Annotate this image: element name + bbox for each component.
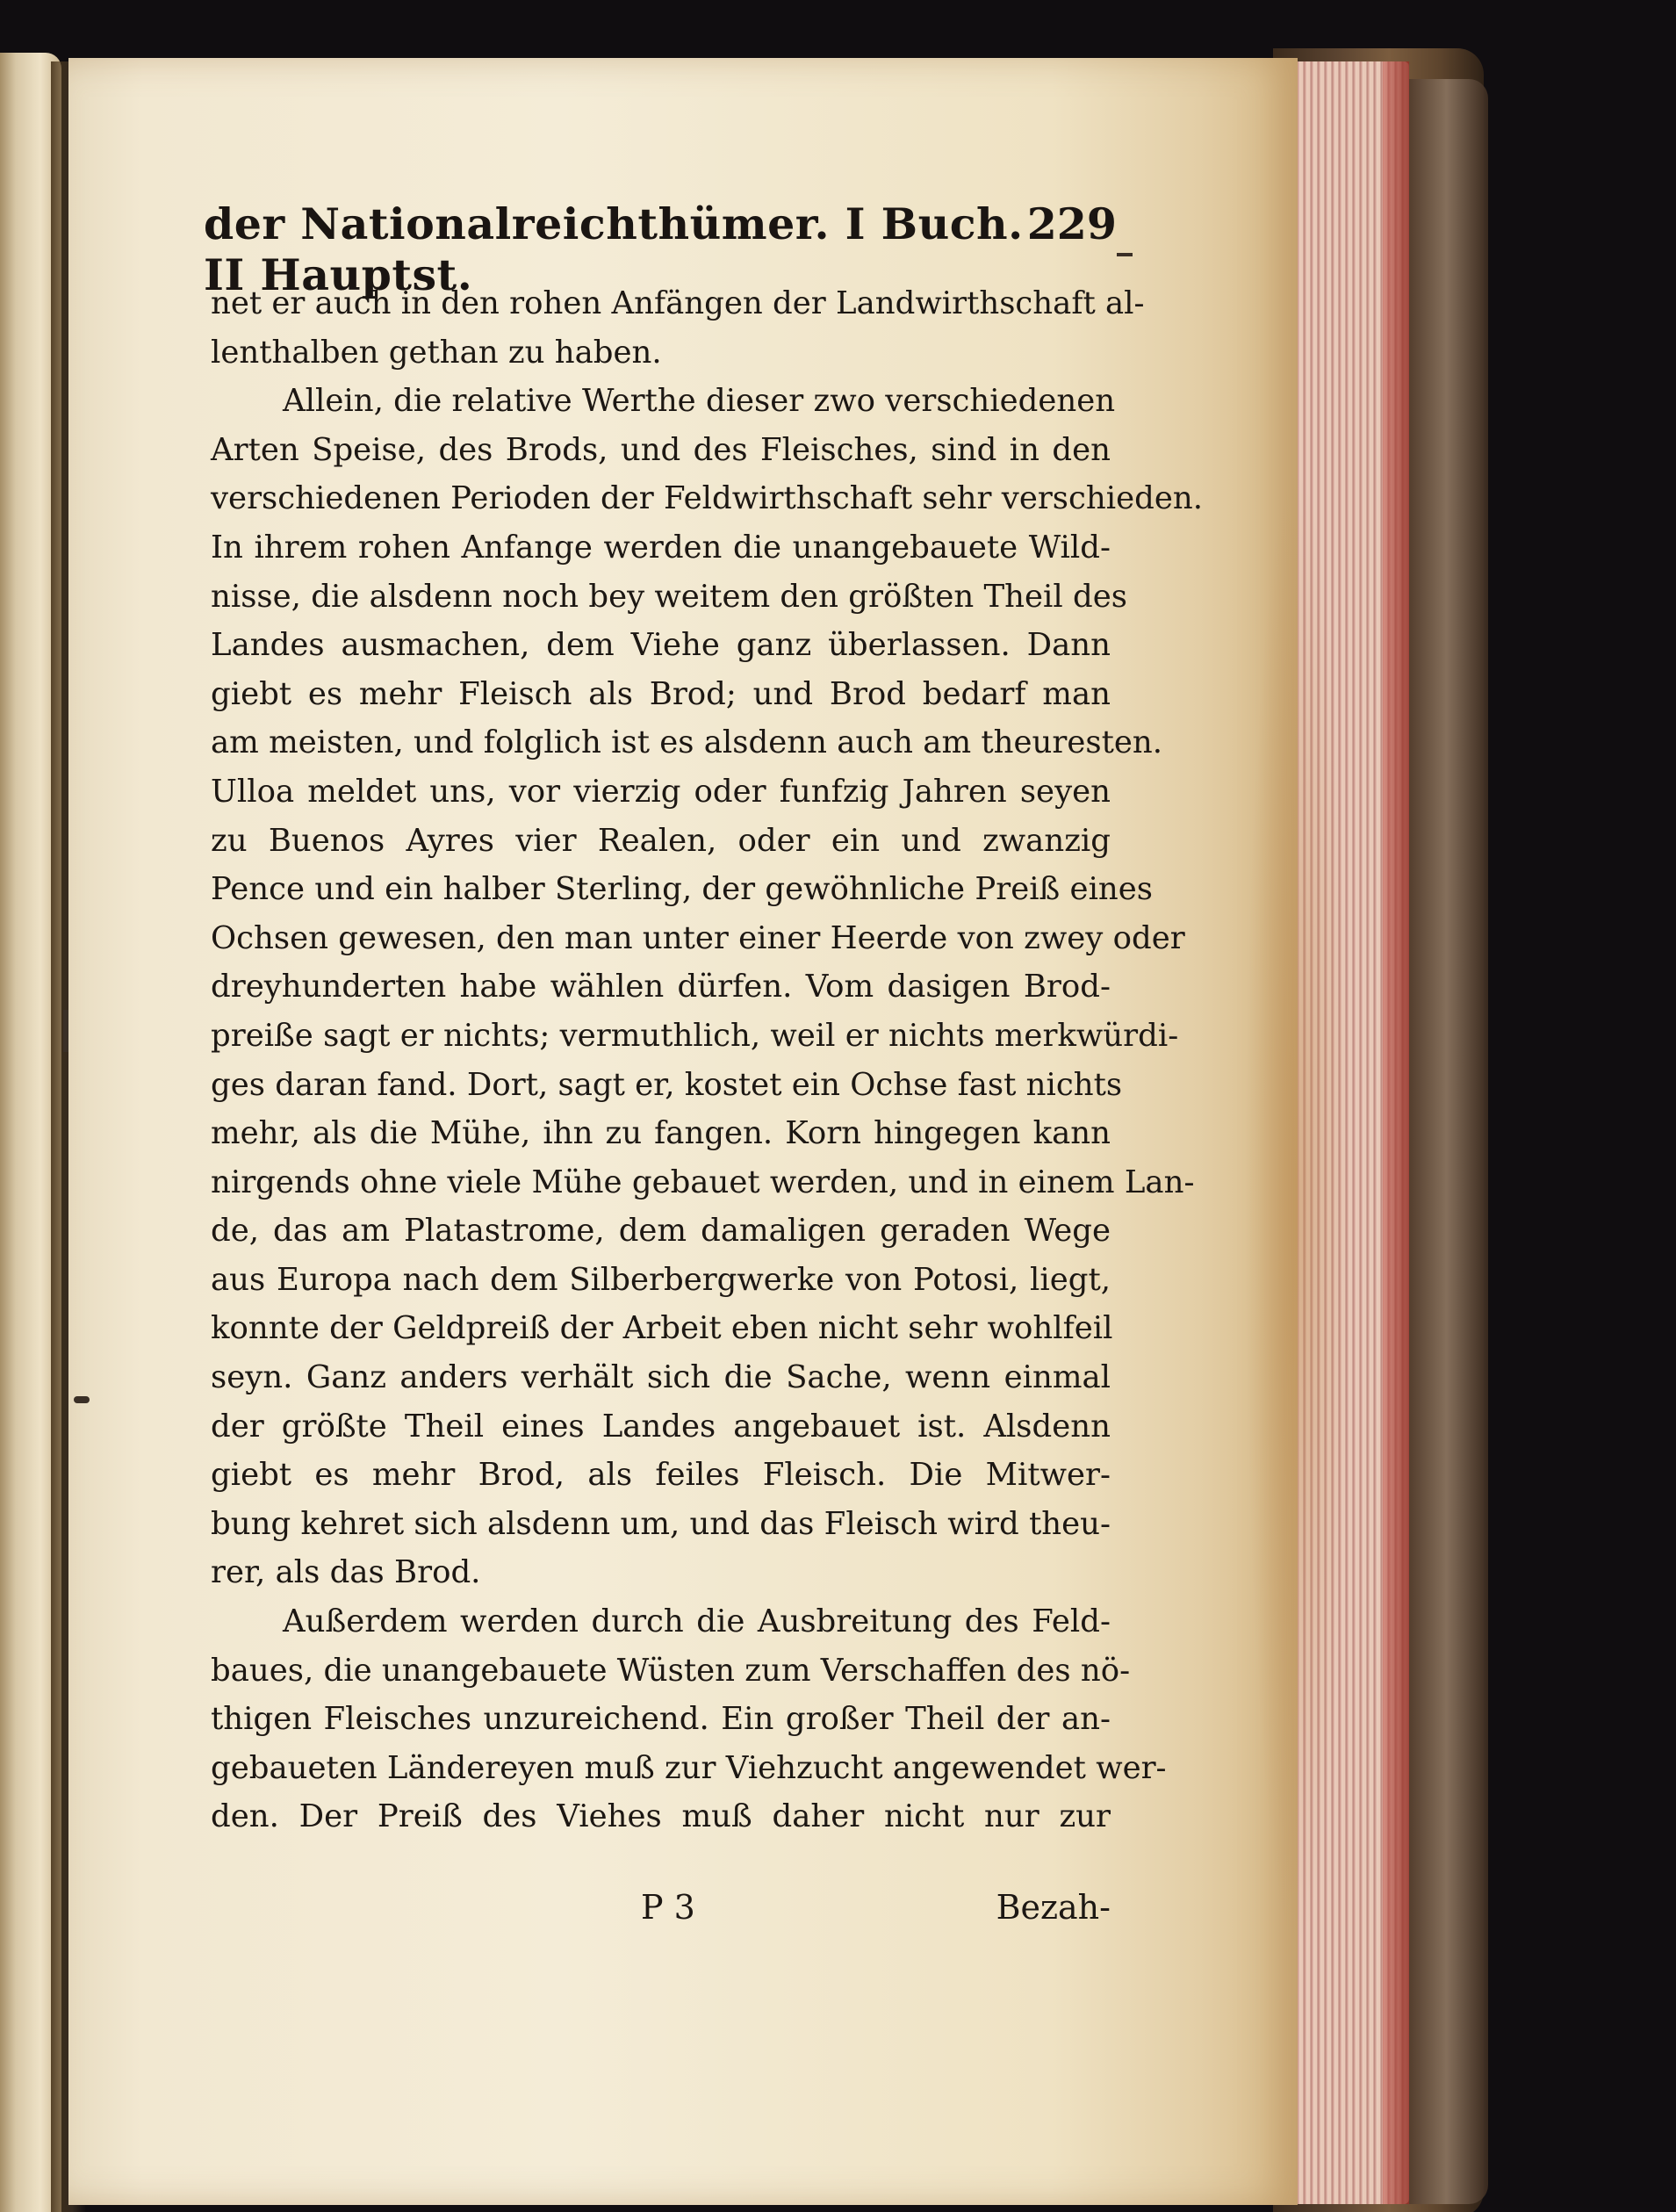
text-line: thigen Fleisches unzureichend. Ein großer Theil der an- bbox=[211, 1701, 1111, 1738]
text-line: Außerdem werden durch die Ausbreitung des Feld- bbox=[283, 1603, 1111, 1640]
text-line: Landes ausmachen, dem Viehe ganz überlassen. Dann bbox=[211, 627, 1111, 664]
text-line: der größte Theil eines Landes angebauet ist. Alsdenn bbox=[211, 1408, 1111, 1445]
catchword: Bezah- bbox=[996, 1888, 1111, 1927]
margin-mark bbox=[74, 1396, 90, 1403]
text-line: net er auch in den rohen Anfängen der Landwirthschaft al- bbox=[211, 285, 1145, 321]
margin-mark bbox=[63, 1010, 68, 1052]
text-line: gebaueten Ländereyen muß zur Viehzucht angewendet wer- bbox=[211, 1749, 1167, 1786]
text-line: bung kehret sich alsdenn um, und das Fleisch wird theu- bbox=[211, 1505, 1111, 1542]
text-line: den. Der Preiß des Viehes muß daher nicht nur zur bbox=[211, 1798, 1111, 1835]
text-line: seyn. Ganz anders verhält sich die Sache, wenn einmal bbox=[211, 1359, 1111, 1396]
running-title: der Nationalreichthümer. I Buch. II Hauptst. bbox=[204, 198, 1024, 300]
text-line: Pence und ein halber Sterling, der gewöhnliche Preiß eines bbox=[211, 871, 1154, 908]
body-text bbox=[211, 279, 1204, 1841]
text-line: preiße sagt er nichts; vermuthlich, weil er nichts merkwürdi- bbox=[211, 1017, 1179, 1054]
text-line: nirgends ohne viele Mühe gebauet werden, und in einem Lan- bbox=[211, 1164, 1195, 1200]
text-line: mehr, als die Mühe, ihn zu fangen. Korn hingegen kann bbox=[211, 1115, 1111, 1152]
text-line: verschiedenen Perioden der Feldwirthschaft sehr verschieden. bbox=[211, 480, 1204, 517]
text-line: giebt es mehr Brod, als feiles Fleisch. Die Mitwer- bbox=[211, 1457, 1111, 1494]
running-header bbox=[204, 198, 1117, 300]
text-line: nisse, die alsdenn noch bey weitem den größten Theil des bbox=[211, 578, 1127, 615]
text-line: rer, als das Brod. bbox=[211, 1554, 481, 1591]
page-number: 229 bbox=[1026, 198, 1117, 249]
text-line: de, das am Platastrome, dem damaligen geraden Wege bbox=[211, 1213, 1111, 1250]
text-line: Allein, die relative Werthe dieser zwo verschiedenen bbox=[283, 383, 1116, 420]
text-line: baues, die unangebauete Wüsten zum Verschaffen des nö- bbox=[211, 1652, 1131, 1689]
text-line: zu Buenos Ayres vier Realen, oder ein und zwanzig bbox=[211, 822, 1111, 859]
text-line: In ihrem rohen Anfange werden die unangebauete Wild- bbox=[211, 529, 1111, 566]
page-footer bbox=[211, 1888, 1111, 1941]
text-line: am meisten, und folglich ist es alsdenn auch am theuresten. bbox=[211, 724, 1163, 761]
margin-mark bbox=[1117, 253, 1133, 256]
text-line: aus Europa nach dem Silberbergwerke von Potosi, liegt, bbox=[211, 1261, 1111, 1298]
text-line: dreyhunderten habe wählen dürfen. Vom dasigen Brod- bbox=[211, 969, 1111, 1005]
page-stain bbox=[1245, 462, 1350, 1955]
book-cover-edge bbox=[1405, 79, 1488, 2204]
signature-mark: P 3 bbox=[641, 1888, 695, 1927]
text-line: konnte der Geldpreiß der Arbeit eben nicht sehr wohlfeil bbox=[211, 1310, 1113, 1347]
text-line: Ulloa meldet uns, vor vierzig oder funfzig Jahren seyen bbox=[211, 773, 1111, 810]
text-line: ges daran fand. Dort, sagt er, kostet ein Ochse fast nichts bbox=[211, 1066, 1123, 1103]
text-line: giebt es mehr Fleisch als Brod; und Brod bedarf man bbox=[211, 675, 1111, 712]
text-line: Arten Speise, des Brods, und des Fleisches, sind in den bbox=[211, 431, 1111, 468]
text-line: Ochsen gewesen, den man unter einer Heerde von zwey oder bbox=[211, 919, 1185, 956]
text-line: lenthalben gethan zu haben. bbox=[211, 334, 662, 371]
